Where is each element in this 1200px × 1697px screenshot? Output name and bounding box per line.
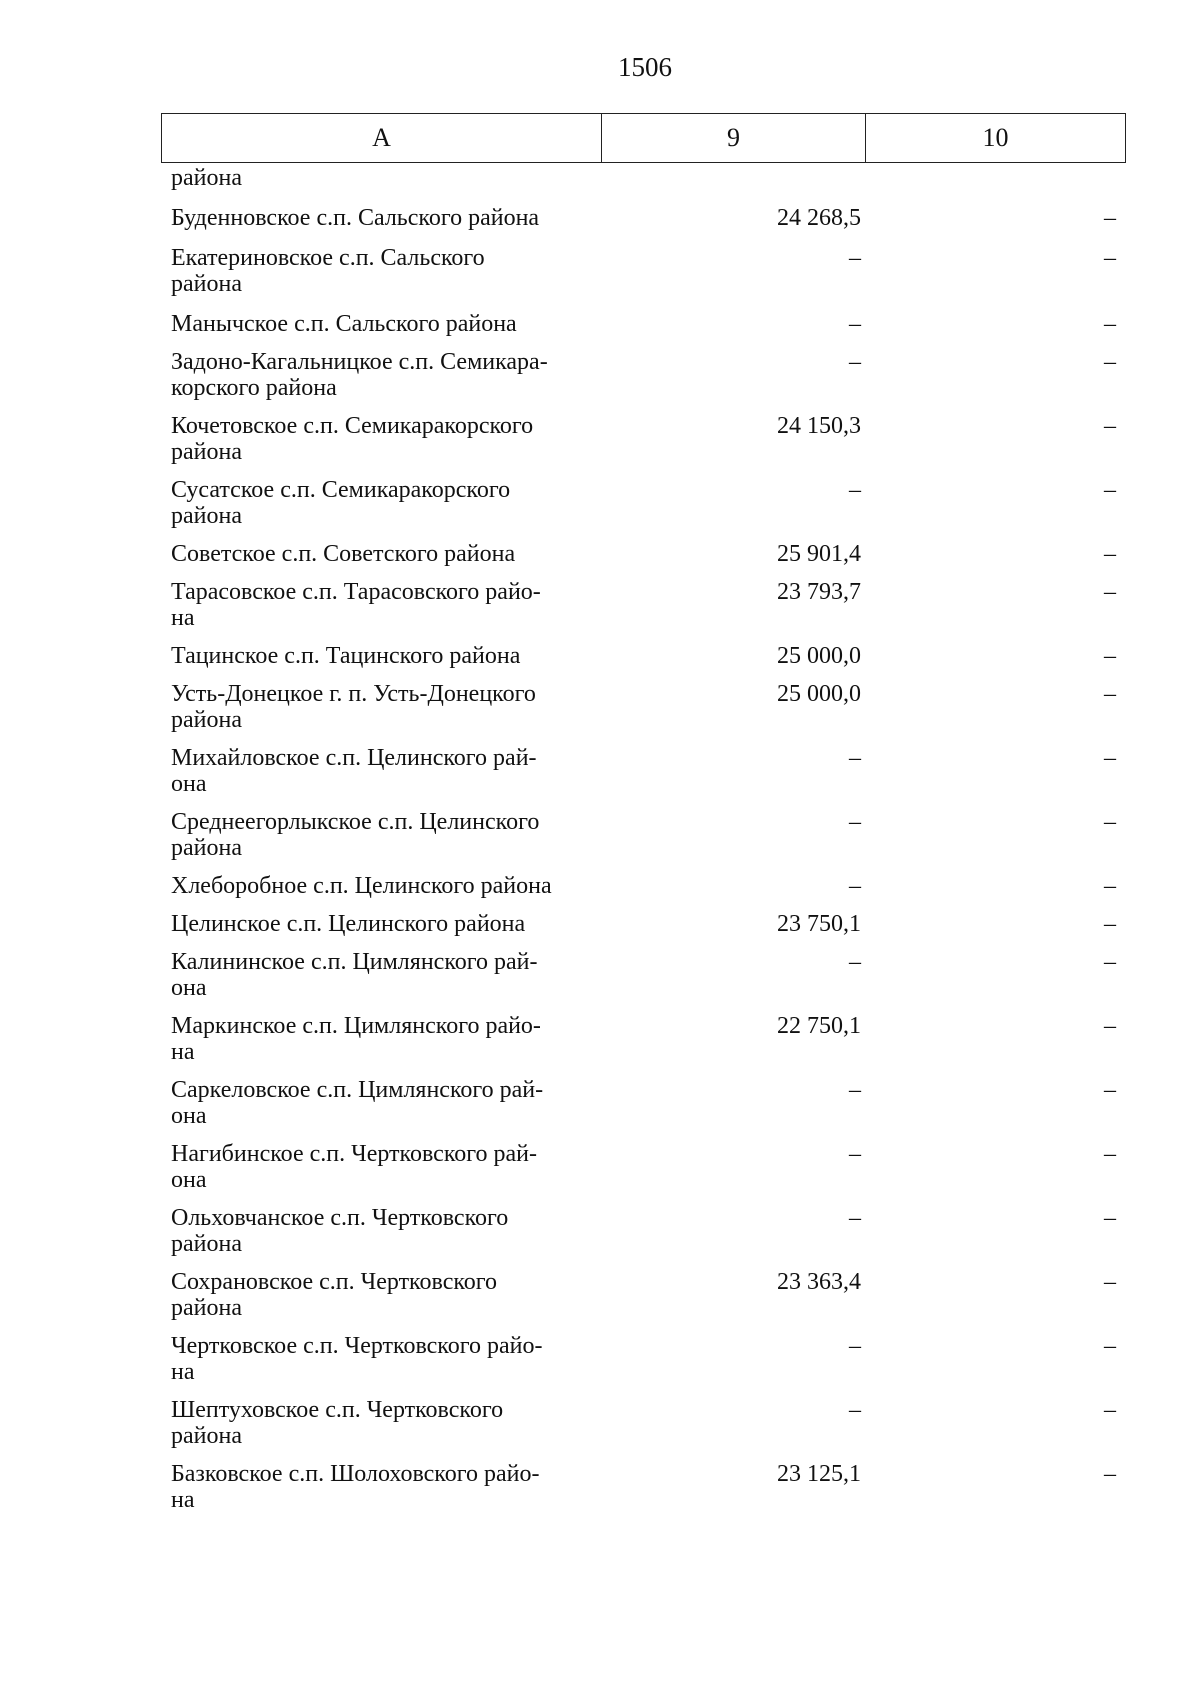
row-col-10	[861, 165, 1116, 191]
row-name: Екатериновское с.п. Сальского района	[171, 245, 485, 297]
row-name: Усть-Донецкое г. п. Усть-Донецкого района	[171, 681, 536, 733]
table-row	[171, 1461, 1116, 1513]
row-col-9: –	[849, 745, 861, 771]
row-name: Тацинское с.п. Тацинского района	[171, 643, 521, 669]
row-col-9: 23 750,1	[777, 911, 861, 937]
row-col-10: –	[1104, 477, 1116, 503]
table-row	[171, 541, 1116, 567]
row-col-9: 25 000,0	[777, 681, 861, 707]
row-col-10: –	[1104, 311, 1116, 337]
row-name: Сусатское с.п. Семикаракорского района	[171, 477, 511, 529]
row-col-9: –	[849, 949, 861, 975]
header-col-a: А	[162, 114, 602, 162]
row-col-9: –	[849, 477, 861, 503]
table-row	[171, 477, 1116, 529]
row-col-10: –	[1104, 643, 1116, 669]
row-name: Маркинское с.п. Цимлянского райо- на	[171, 1013, 541, 1065]
table-row	[171, 809, 1116, 861]
header-col-9: 9	[602, 114, 866, 162]
row-col-9: –	[849, 1205, 861, 1231]
row-col-9: –	[849, 349, 861, 375]
row-col-10: –	[1104, 1013, 1116, 1039]
table-row	[171, 413, 1116, 465]
header-row	[161, 113, 1126, 163]
row-col-9: 25 000,0	[777, 643, 861, 669]
table-body	[171, 165, 1116, 1513]
table-row	[171, 349, 1116, 401]
row-col-10: –	[1104, 579, 1116, 605]
row-name: Тарасовское с.п. Тарасовского райо- на	[171, 579, 541, 631]
table-row	[171, 1013, 1116, 1065]
table-row	[171, 873, 1116, 899]
row-col-10: –	[1104, 1461, 1116, 1487]
table-row	[171, 1205, 1116, 1257]
row-name: Саркеловское с.п. Цимлянского рай- она	[171, 1077, 544, 1129]
row-name: Среднеегорлыкское с.п. Целинского района	[171, 809, 540, 861]
row-name: Михайловское с.п. Целинского рай- она	[171, 745, 537, 797]
row-name: Целинское с.п. Целинского района	[171, 911, 526, 937]
row-name: Советское с.п. Советского района	[171, 541, 516, 567]
row-col-9: –	[849, 1077, 861, 1103]
table-row	[171, 1077, 1116, 1129]
row-col-10: –	[1104, 245, 1116, 271]
row-name: Нагибинское с.п. Чертковского рай- она	[171, 1141, 537, 1193]
row-col-9: 23 363,4	[777, 1269, 861, 1295]
row-col-10: –	[1104, 1205, 1116, 1231]
row-col-9: –	[849, 809, 861, 835]
table-row	[171, 311, 1116, 337]
row-col-10: –	[1104, 949, 1116, 975]
row-name: Манычское с.п. Сальского района	[171, 311, 517, 337]
row-name: Чертковское с.п. Чертковского райо- на	[171, 1333, 543, 1385]
header-col-10: 10	[982, 123, 1009, 152]
table-row	[171, 205, 1116, 231]
row-name: Шептуховское с.п. Чертковского района	[171, 1397, 504, 1449]
row-col-10: –	[1104, 1141, 1116, 1167]
row-col-10: –	[1104, 911, 1116, 937]
row-col-9: –	[849, 311, 861, 337]
row-name: Калининское с.п. Цимлянского рай- она	[171, 949, 538, 1001]
table-row	[171, 1333, 1116, 1385]
row-col-9: –	[849, 1397, 861, 1423]
row-name: Кочетовское с.п. Семикаракорского района	[171, 413, 534, 465]
table-row	[171, 245, 1116, 297]
row-col-9: 22 750,1	[777, 1013, 861, 1039]
table-row	[171, 643, 1116, 669]
row-col-10: –	[1104, 873, 1116, 899]
table-row	[171, 949, 1116, 1001]
table-row	[171, 681, 1116, 733]
table-header	[161, 113, 1126, 163]
row-col-9: 24 150,3	[777, 413, 861, 439]
table-row	[171, 911, 1116, 937]
row-col-9: 23 125,1	[777, 1461, 861, 1487]
row-col-10: –	[1104, 413, 1116, 439]
table-row	[171, 1397, 1116, 1449]
row-col-9: 24 268,5	[777, 205, 861, 231]
row-col-10: –	[1104, 205, 1116, 231]
row-name: Базковское с.п. Шолоховского райо- на	[171, 1461, 540, 1513]
table-row	[171, 579, 1116, 631]
row-name: Задоно-Кагальницкое с.п. Семикара- корского района	[171, 349, 548, 401]
row-name: Сохрановское с.п. Чертковского района	[171, 1269, 498, 1321]
row-col-10: –	[1104, 745, 1116, 771]
table-row	[171, 165, 1116, 191]
row-col-10: –	[1104, 681, 1116, 707]
row-col-10: –	[1104, 349, 1116, 375]
row-col-10: –	[1104, 1397, 1116, 1423]
row-name: Буденновское с.п. Сальского района	[171, 205, 540, 231]
table-row	[171, 1141, 1116, 1193]
row-name: Хлеборобное с.п. Целинского района	[171, 873, 552, 899]
row-col-10: –	[1104, 541, 1116, 567]
row-col-9	[591, 165, 861, 191]
row-col-9: 25 901,4	[777, 541, 861, 567]
table-row	[171, 745, 1116, 797]
row-col-9: 23 793,7	[777, 579, 861, 605]
row-col-9: –	[849, 873, 861, 899]
table-row	[171, 1269, 1116, 1321]
row-col-10: –	[1104, 1269, 1116, 1295]
row-col-9: –	[849, 245, 861, 271]
row-col-9: –	[849, 1141, 861, 1167]
row-name: Ольховчанское с.п. Чертковского района	[171, 1205, 509, 1257]
row-name: района	[171, 165, 242, 191]
row-col-10: –	[1104, 1077, 1116, 1103]
row-col-9: –	[849, 1333, 861, 1359]
row-col-10: –	[1104, 1333, 1116, 1359]
row-col-10: –	[1104, 809, 1116, 835]
page-number: 1506	[618, 52, 672, 82]
